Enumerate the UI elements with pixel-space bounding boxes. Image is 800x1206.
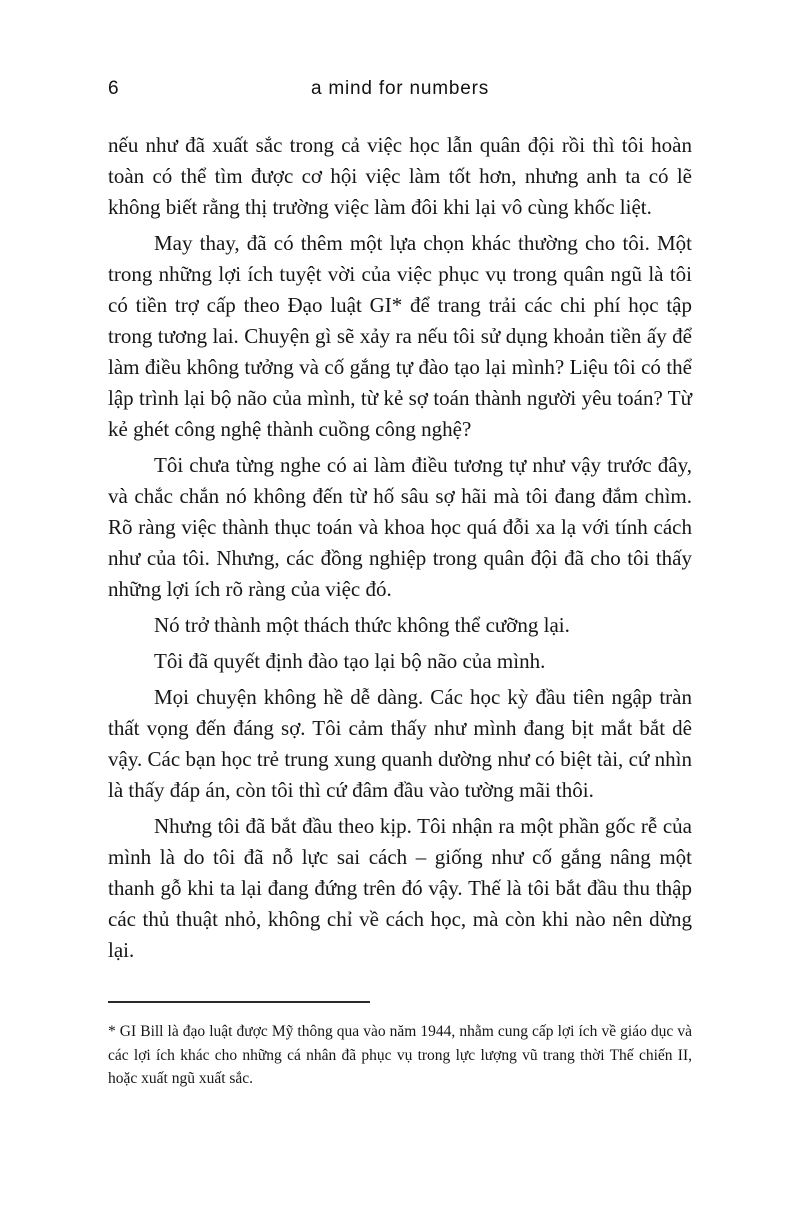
footnote-block (108, 1001, 692, 1091)
running-title: a mind for numbers (310, 78, 490, 99)
paragraph: Tôi đã quyết định đào tạo lại bộ não của mình. (154, 649, 546, 673)
paragraph: nếu như đã xuất sắc trong cả việc học lẫn quân đội rồi thì tôi hoàn toàn có thể tìm được cơ hội việc làm tốt hơn, nhưng anh ta có lẽ không biết rằng thị trường việc làm đôi khi lại vô cùng khốc liệt. (108, 133, 692, 219)
body-text (108, 130, 692, 971)
paragraph: Mọi chuyện không hề dễ dàng. Các học kỳ đầu tiên ngập tràn thất vọng đến đáng sợ. Tôi cảm thấy như mình đang bịt mắt bắt dê vậy. Các bạn học trẻ trung xung quanh dường như có biệt tài, cứ nhìn là thấy đáp án, còn tôi thì cứ đâm đầu vào tường mãi thôi. (108, 685, 692, 802)
paragraph: May thay, đã có thêm một lựa chọn khác thường cho tôi. Một trong những lợi ích tuyệt vời của việc phục vụ trong quân ngũ là tôi có tiền trợ cấp theo Đạo luật GI* để trang trải các chi phí học tập trong tương lai. Chuyện gì sẽ xảy ra nếu tôi sử dụng khoản tiền ấy để làm điều không tưởng và cố gắng tự đào tạo lại mình? Liệu tôi có thể lập trình lại bộ não của mình, từ kẻ sợ toán thành người yêu toán? Từ kẻ ghét công nghệ thành cuồng công nghệ? (108, 231, 692, 441)
paragraph: Nó trở thành một thách thức không thể cưỡng lại. (154, 613, 570, 637)
running-header (108, 76, 692, 102)
footnote-text: * GI Bill là đạo luật được Mỹ thông qua vào năm 1944, nhằm cung cấp lợi ích về giáo dục và các lợi ích khác cho những cá nhân đã phục vụ trong lực lượng vũ trang thời Thế chiến II, hoặc xuất ngũ xuất sắc. (108, 1023, 692, 1087)
page-number: 6 (108, 78, 119, 99)
paragraph: Tôi chưa từng nghe có ai làm điều tương tự như vậy trước đây, và chắc chắn nó không đến từ hố sâu sợ hãi mà tôi đang đắm chìm. Rõ ràng việc thành thục toán và khoa học quá đỗi xa lạ với tính cách như của tôi. Nhưng, các đồng nghiệp trong quân đội đã cho tôi thấy những lợi ích rõ ràng của việc đó. (108, 453, 692, 601)
paragraph: Nhưng tôi đã bắt đầu theo kịp. Tôi nhận ra một phần gốc rễ của mình là do tôi đã nỗ lực sai cách – giống như cố gắng nâng một thanh gỗ khi ta lại đang đứng trên đó vậy. Thế là tôi bắt đầu thu thập các thủ thuật nhỏ, không chỉ về cách học, mà còn khi nào nên dừng lại. (108, 814, 692, 962)
footnote-rule (108, 1001, 370, 1003)
